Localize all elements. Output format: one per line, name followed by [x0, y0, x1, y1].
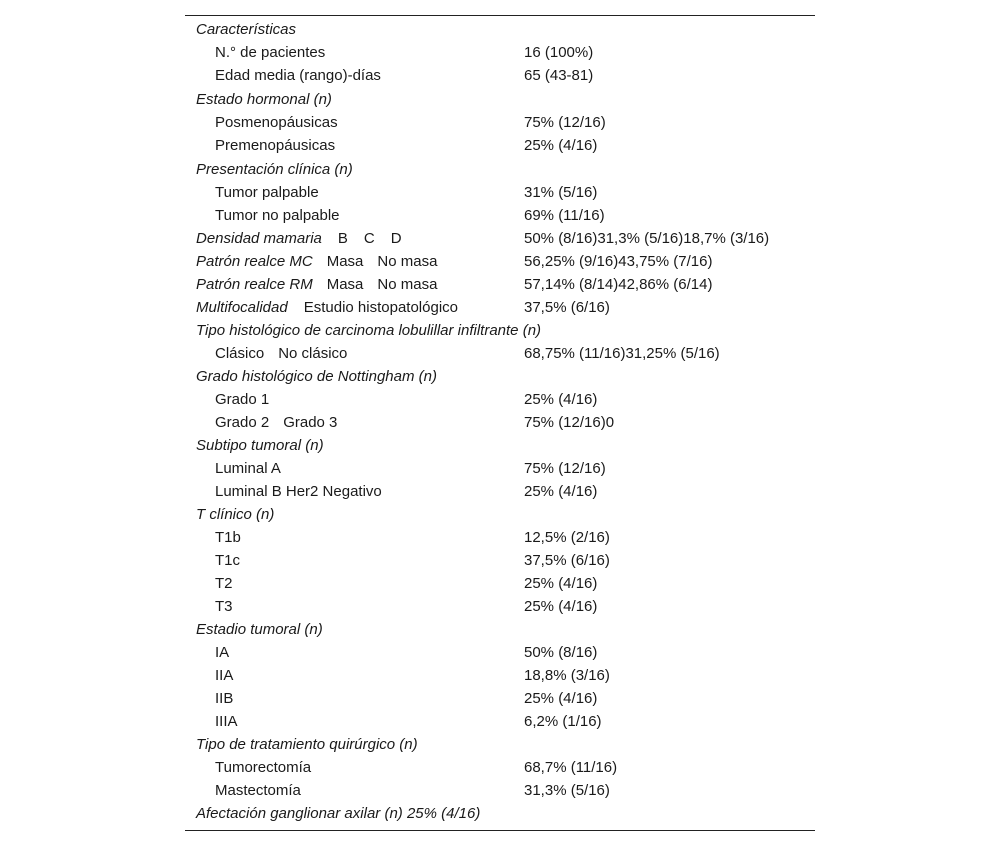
table-row: [185, 18, 815, 41]
table-row: [185, 227, 815, 250]
row-label: N.° de pacientes: [215, 44, 326, 61]
row-label: T2: [215, 575, 233, 592]
table-row: [185, 503, 815, 526]
table-row: [185, 802, 815, 825]
row-value: 12,5% (2/16): [524, 529, 610, 546]
row-value: 75% (12/16): [524, 114, 606, 131]
section-header: Afectación ganglionar axilar (n) 25% (4/16): [196, 805, 481, 822]
row-label: Premenopáusicas: [215, 137, 336, 154]
row-label: Edad media (rango)-días: [215, 67, 381, 84]
section-header: Patrón realce RM: [196, 276, 313, 293]
table-row: [185, 388, 815, 411]
row-label: Tumor no palpable: [215, 207, 340, 224]
table-row: [185, 664, 815, 687]
row-value: 25% (4/16): [524, 598, 598, 615]
table-row: [185, 365, 815, 388]
table-row: [185, 572, 815, 595]
row-value: 25% (4/16): [524, 137, 598, 154]
table-row: [185, 88, 815, 111]
section-header: Tipo histológico de carcinoma lobulillar infiltrante (n): [196, 322, 542, 339]
table-row: [185, 41, 815, 64]
section-header: T clínico (n): [196, 506, 275, 523]
row-value: 50% (8/16): [524, 644, 598, 661]
density-b-label: B: [337, 230, 348, 247]
table-row: [185, 204, 815, 227]
table-row: [185, 641, 815, 664]
section-header: Grado histológico de Nottingham (n): [196, 368, 437, 385]
table-row: [185, 779, 815, 802]
row-value: 16 (100%): [524, 44, 594, 61]
row-value: 25% (4/16): [524, 575, 598, 592]
table-row: [185, 687, 815, 710]
row-value: 25% (4/16): [524, 483, 598, 500]
table-row: [185, 618, 815, 641]
classic-label: Clásico: [215, 345, 265, 362]
table-row: [185, 756, 815, 779]
section-header: Características: [196, 21, 297, 38]
grade2-label: Grado 2: [215, 414, 270, 431]
row-label: Luminal A: [215, 460, 281, 477]
row-label: Luminal B Her2 Negativo: [215, 483, 382, 500]
row-label: T1b: [215, 529, 241, 546]
table-row: [185, 111, 815, 134]
section-header: Patrón realce MC: [196, 253, 313, 270]
table-row: [185, 319, 815, 342]
row-label-group: [196, 273, 437, 296]
table-row: [185, 181, 815, 204]
nonclassic-label: No clásico: [278, 345, 348, 362]
row-label-group: [215, 342, 347, 365]
row-label: IIA: [215, 667, 234, 684]
characteristics-table: [185, 15, 815, 831]
row-value: 31,3% (5/16): [524, 782, 610, 799]
row-value: 31% (5/16): [524, 184, 598, 201]
section-header: Subtipo tumoral (n): [196, 437, 324, 454]
row-value: 65 (43-81): [524, 67, 594, 84]
row-value: 56,25% (9/16)43,75% (7/16): [524, 253, 713, 270]
row-label-group: [196, 227, 402, 250]
table-row: [185, 526, 815, 549]
row-value: 37,5% (6/16): [524, 299, 610, 316]
row-label-group: [215, 411, 337, 434]
section-header: Densidad mamaria: [196, 230, 322, 247]
row-label: T3: [215, 598, 233, 615]
row-value: 25% (4/16): [524, 391, 598, 408]
table-row: [185, 296, 815, 319]
mc-nomasa-label: No masa: [377, 253, 438, 270]
row-value: 75% (12/16): [524, 460, 606, 477]
section-header: Tipo de tratamiento quirúrgico (n): [196, 736, 418, 753]
row-label: Tumorectomía: [215, 759, 312, 776]
table-row: [185, 595, 815, 618]
table-row: [185, 710, 815, 733]
mc-masa-label: Masa: [326, 253, 364, 270]
density-d-label: D: [390, 230, 402, 247]
multifocal-sub-label: Estudio histopatológico: [303, 299, 458, 316]
table-row: [185, 250, 815, 273]
row-value: 68,7% (11/16): [524, 759, 618, 776]
row-value: 6,2% (1/16): [524, 713, 602, 730]
row-value: 68,75% (11/16)31,25% (5/16): [524, 345, 720, 362]
row-value: 37,5% (6/16): [524, 552, 610, 569]
row-value: 25% (4/16): [524, 690, 598, 707]
table-row: [185, 549, 815, 572]
row-value: 18,8% (3/16): [524, 667, 610, 684]
density-c-label: C: [363, 230, 375, 247]
section-header: Estadio tumoral (n): [196, 621, 323, 638]
row-label: IIIA: [215, 713, 238, 730]
section-header: Estado hormonal (n): [196, 91, 332, 108]
row-label: Grado 1: [215, 391, 270, 408]
table-row: [185, 158, 815, 181]
row-label: Tumor palpable: [215, 184, 319, 201]
table-row: [185, 342, 815, 365]
row-label: Posmenopáusicas: [215, 114, 338, 131]
table-row: [185, 134, 815, 157]
row-value: 57,14% (8/14)42,86% (6/14): [524, 276, 713, 293]
row-label: T1c: [215, 552, 241, 569]
row-label: IIB: [215, 690, 234, 707]
rm-masa-label: Masa: [326, 276, 364, 293]
row-value: 75% (12/16)0: [524, 414, 615, 431]
table-row: [185, 411, 815, 434]
grade3-label: Grado 3: [283, 414, 338, 431]
table-row: [185, 273, 815, 296]
row-label: Mastectomía: [215, 782, 301, 799]
section-header: Presentación clínica (n): [196, 161, 353, 178]
table-row: [185, 64, 815, 87]
rm-nomasa-label: No masa: [377, 276, 438, 293]
table-row: [185, 733, 815, 756]
row-label: IA: [215, 644, 230, 661]
table-row: [185, 480, 815, 503]
table-row: [185, 457, 815, 480]
row-label-group: [196, 250, 437, 273]
section-header: Multifocalidad: [196, 299, 288, 316]
table-row: [185, 434, 815, 457]
row-value: 50% (8/16)31,3% (5/16)18,7% (3/16): [524, 230, 770, 247]
row-label-group: [196, 296, 458, 319]
row-value: 69% (11/16): [524, 207, 605, 224]
